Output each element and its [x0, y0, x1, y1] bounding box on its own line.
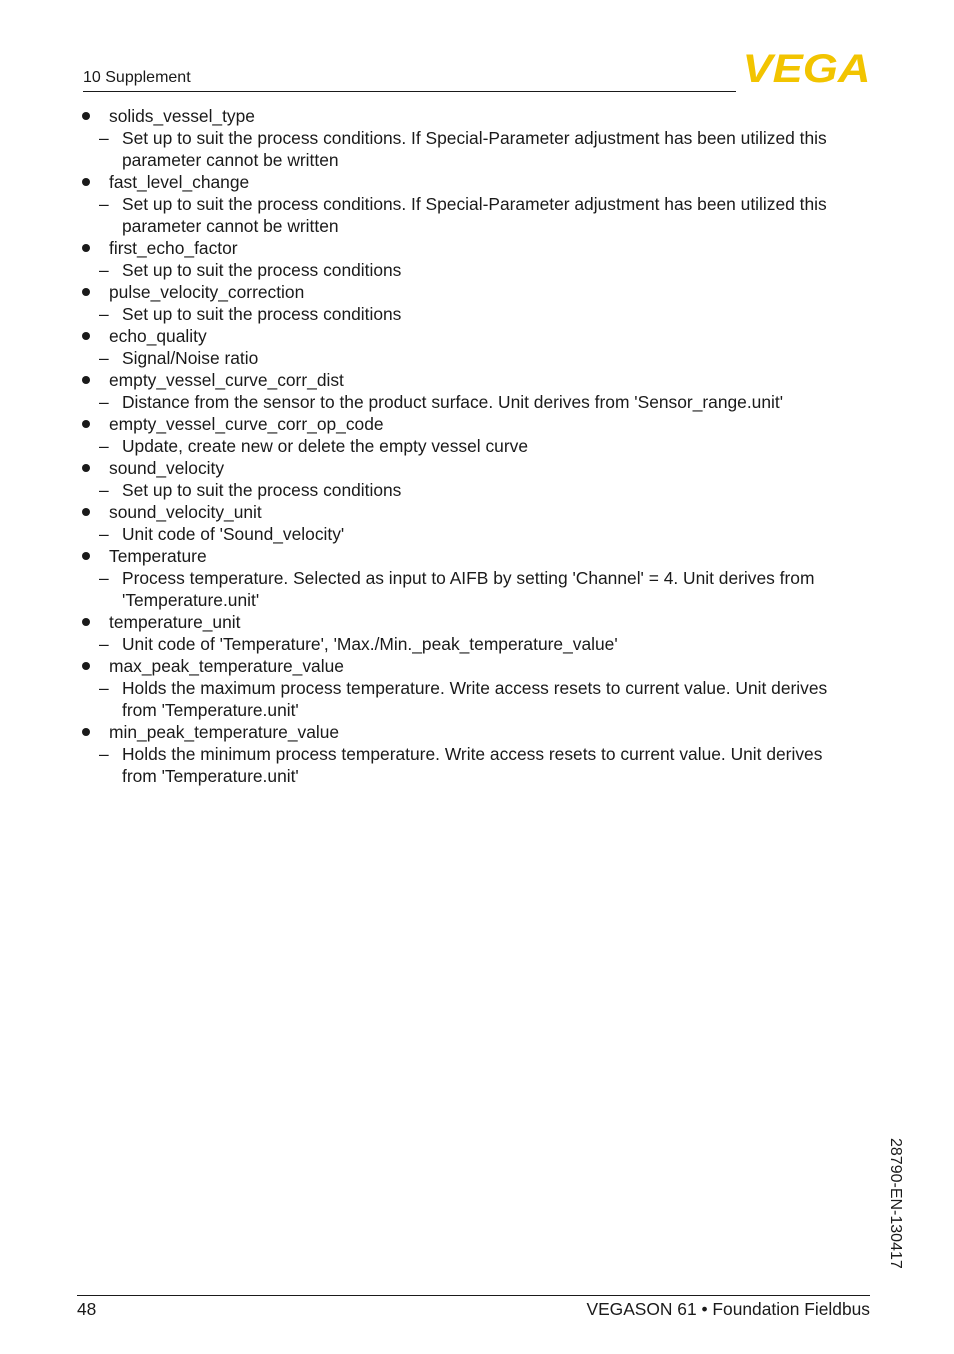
- parameter-item: [80, 457, 870, 501]
- parameter-description: Signal/Noise ratio: [122, 348, 259, 368]
- page-number: 48: [77, 1299, 97, 1319]
- vega-logo: [741, 52, 872, 84]
- document-code: 28790-EN-130417: [887, 1138, 904, 1269]
- parameter-item: [80, 325, 870, 369]
- parameter-item: [80, 611, 870, 655]
- parameter-name-row: [80, 325, 870, 347]
- parameter-description: Set up to suit the process conditions: [122, 260, 402, 280]
- parameter-name-row: [80, 281, 870, 303]
- bullet-icon: [82, 508, 90, 516]
- dash-marker: –: [99, 392, 109, 412]
- section-label: 10 Supplement: [83, 69, 191, 86]
- dash-marker: –: [99, 568, 109, 588]
- parameter-name-row: [80, 237, 870, 259]
- dash-marker: –: [99, 524, 109, 544]
- parameter-name: sound_velocity: [109, 458, 225, 478]
- parameter-description-row: [80, 391, 870, 413]
- parameter-name: temperature_unit: [109, 612, 241, 632]
- bullet-icon: [82, 288, 90, 296]
- parameter-description: Set up to suit the process conditions. If Special-Parameter adjustment has been utilized this parameter cannot be written: [122, 194, 827, 236]
- dash-marker: –: [99, 678, 109, 698]
- parameter-name: first_echo_factor: [109, 238, 238, 258]
- parameter-description: Unit code of 'Sound_velocity': [122, 524, 345, 544]
- parameter-name-row: [80, 655, 870, 677]
- parameter-name-row: [80, 105, 870, 127]
- parameter-item: [80, 171, 870, 237]
- parameter-name: sound_velocity_unit: [109, 502, 262, 522]
- parameter-name-row: [80, 369, 870, 391]
- bullet-icon: [82, 662, 90, 670]
- parameter-item: [80, 501, 870, 545]
- bullet-icon: [82, 332, 90, 340]
- parameter-name-row: [80, 721, 870, 743]
- parameter-description-row: [80, 193, 870, 237]
- parameter-name: echo_quality: [109, 326, 207, 346]
- parameter-item: [80, 105, 870, 171]
- product-title: VEGASON 61 • Foundation Fieldbus: [586, 1299, 870, 1319]
- parameter-description: Set up to suit the process conditions: [122, 304, 402, 324]
- parameter-description: Distance from the sensor to the product surface. Unit derives from 'Sensor_range.unit': [122, 392, 784, 412]
- parameter-description-row: [80, 633, 870, 655]
- logo-text: VEGA: [742, 52, 871, 84]
- parameter-name-row: [80, 457, 870, 479]
- dash-marker: –: [99, 436, 109, 456]
- parameter-description: Unit code of 'Temperature', 'Max./Min._peak_temperature_value': [122, 634, 618, 654]
- parameter-name: pulse_velocity_correction: [109, 282, 305, 302]
- bullet-icon: [82, 376, 90, 384]
- parameter-name: Temperature: [109, 546, 207, 566]
- parameter-list: [80, 105, 870, 787]
- parameter-item: [80, 721, 870, 787]
- parameter-item: [80, 413, 870, 457]
- parameter-description-row: [80, 303, 870, 325]
- parameter-description: Set up to suit the process conditions. If Special-Parameter adjustment has been utilized this parameter cannot be written: [122, 128, 827, 170]
- parameter-name: solids_vessel_type: [109, 106, 255, 126]
- dash-marker: –: [99, 480, 109, 500]
- parameter-description: Update, create new or delete the empty vessel curve: [122, 436, 528, 456]
- parameter-description: Process temperature. Selected as input to AIFB by setting 'Channel' = 4. Unit derives from 'Temperature.unit': [122, 568, 815, 610]
- parameter-description-row: [80, 567, 870, 611]
- parameter-description-row: [80, 479, 870, 501]
- parameter-name: max_peak_temperature_value: [109, 656, 344, 676]
- parameter-name-row: [80, 501, 870, 523]
- dash-marker: –: [99, 260, 109, 280]
- page-header: [83, 66, 736, 92]
- dash-marker: –: [99, 634, 109, 654]
- parameter-name-row: [80, 545, 870, 567]
- dash-marker: –: [99, 348, 109, 368]
- parameter-description-row: [80, 743, 870, 787]
- dash-marker: –: [99, 128, 109, 148]
- bullet-icon: [82, 728, 90, 736]
- dash-marker: –: [99, 194, 109, 214]
- parameter-description-row: [80, 523, 870, 545]
- bullet-icon: [82, 464, 90, 472]
- bullet-icon: [82, 420, 90, 428]
- parameter-description-row: [80, 127, 870, 171]
- parameter-name: empty_vessel_curve_corr_op_code: [109, 414, 384, 434]
- bullet-icon: [82, 618, 90, 626]
- parameter-item: [80, 237, 870, 281]
- parameter-name-row: [80, 413, 870, 435]
- bullet-icon: [82, 552, 90, 560]
- parameter-description-row: [80, 347, 870, 369]
- parameter-description-row: [80, 259, 870, 281]
- page-footer: [77, 1295, 870, 1319]
- dash-marker: –: [99, 744, 109, 764]
- bullet-icon: [82, 112, 90, 120]
- parameter-name: min_peak_temperature_value: [109, 722, 340, 742]
- parameter-description: Holds the maximum process temperature. Write access resets to current value. Unit derives from 'Temperature.unit': [122, 678, 828, 720]
- parameter-item: [80, 281, 870, 325]
- parameter-item: [80, 545, 870, 611]
- dash-marker: –: [99, 304, 109, 324]
- parameter-name: empty_vessel_curve_corr_dist: [109, 370, 344, 390]
- parameter-name-row: [80, 171, 870, 193]
- parameter-item: [80, 369, 870, 413]
- parameter-name: fast_level_change: [109, 172, 250, 192]
- parameter-name-row: [80, 611, 870, 633]
- parameter-description-row: [80, 677, 870, 721]
- bullet-icon: [82, 244, 90, 252]
- parameter-description-row: [80, 435, 870, 457]
- parameter-description: Holds the minimum process temperature. Write access resets to current value. Unit derives from 'Temperature.unit': [122, 744, 823, 786]
- parameter-item: [80, 655, 870, 721]
- parameter-description: Set up to suit the process conditions: [122, 480, 402, 500]
- bullet-icon: [82, 178, 90, 186]
